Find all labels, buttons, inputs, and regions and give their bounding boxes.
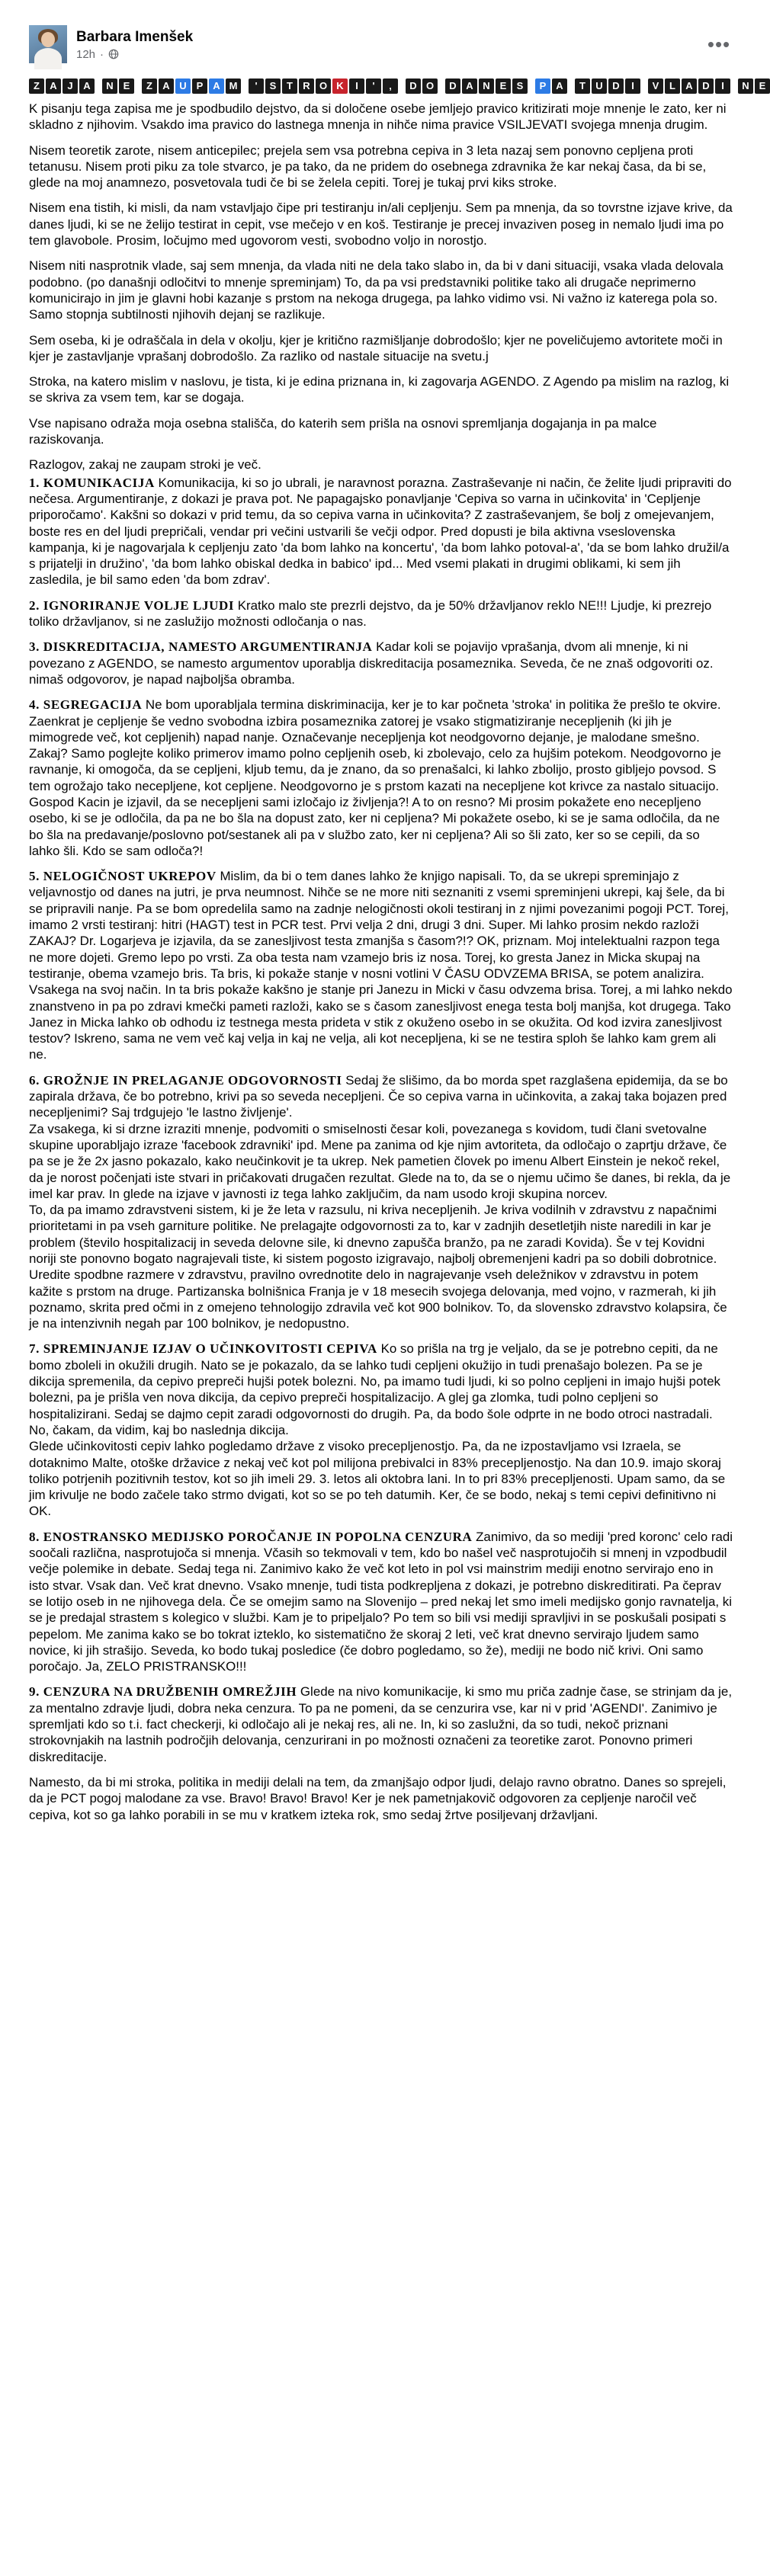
banner-letter-tile: N xyxy=(102,78,117,94)
paragraph-text: Komunikacija, ki so jo ubrali, je naravnost porazna. Zastraševanje ni način, če želite ljudi pripraviti do nečesa. Argumentiranje, z dokazi je prava pot. Ne papagajsko ponavljanje 'Cepiva so varna in učinkovita' in 'Cepljenje priporočamo'. Kakšni so dokazi v prid temu, da so cepiva varna in učinkovita? Z zastraševanjem, še bolj z omejevanjem, boste res en del ljudi prepričali, vendar pri večini ustvarili še večji odpor. Pred dopusti je bila aktivna vseslovenska kampanja, ki je nagovarjala k cepljenju zato 'da bom lahko na koncertu', 'da bom lahko potoval-a', 'da se bom lahko družil/a s prijatelji in družino', 'da bom lahko obiskal dedka in babico' ipd... Med vsemi plakati in drugimi oblikami, ki sem jih zasledila, je bil samo eden 'da bom zdrav'. xyxy=(29,475,732,588)
banner-space xyxy=(399,78,404,94)
section-paragraph xyxy=(29,1684,733,1764)
paragraph-text: Nisem niti nasprotnik vlade, saj sem mnenja, da vlada niti ne dela tako slabo in, da bi v dani situaciji, vsaka vlada delovala podobno. (po današnji odločitvi to mnenje spreminjam) To, da pa vsi predstavniki politike tako ali drugače neprimerno komunicirajo in jim je glavni hobi kazanje s prstom na nekoga drugega, pa lahko vidimo vsi. Ni važno iz katerega pola so. Samo stopnja subtilnosti njihovih dejanj se razlikuje. xyxy=(29,258,723,322)
post-header xyxy=(29,20,733,69)
banner-space xyxy=(732,78,736,94)
banner-letter-tile: P xyxy=(192,78,207,94)
banner-letter-tile: N xyxy=(479,78,494,94)
banner-letter-tile: U xyxy=(592,78,607,94)
section-paragraph xyxy=(29,639,733,687)
banner-space xyxy=(96,78,101,94)
section-heading: 7. SPREMINJANJE IZJAV O UČINKOVITOSTI CEPIVA xyxy=(29,1341,377,1357)
banner-space xyxy=(529,78,534,94)
banner-letter-tile: A xyxy=(552,78,567,94)
banner-letter-tile: ' xyxy=(366,78,381,94)
section-heading: 6. GROŽNJE IN PRELAGANJE ODGOVORNOSTI xyxy=(29,1072,342,1088)
banner-letter-tile: S xyxy=(265,78,281,94)
banner-letter-tile: A xyxy=(682,78,697,94)
banner-letter-tile: T xyxy=(282,78,297,94)
paragraph xyxy=(29,457,733,473)
banner-letter-tile: Z xyxy=(142,78,157,94)
banner-space xyxy=(439,78,444,94)
banner-letter-tile: A xyxy=(46,78,61,94)
banner-letter-tile: R xyxy=(299,78,314,94)
paragraph-text: Stroka, na katero mislim v naslovu, je tista, ki je edina priznana in, ki zagovarja AGENDO. Z Agendo pa mislim na razlog, ki se skriva za vsem tem, kar se dogaja. xyxy=(29,374,730,405)
banner-letter-tile: D xyxy=(445,78,460,94)
banner-letter-tile: A xyxy=(159,78,174,94)
section-paragraph xyxy=(29,1072,733,1332)
banner-letter-tile: E xyxy=(119,78,134,94)
banner-space xyxy=(569,78,573,94)
paragraph-text: Nisem ena tistih, ki misli, da nam vstavljajo čipe pri testiranju in/ali cepljenju. Sem pa mnenja, da so tovrstne izjave krive, da danes ljudi, ki se ne želijo testirat in cepit, vse mečejo v en koš. Testiranje je precej invaziven poseg in nemalo ljudi ima po tem glavobole. Prosim, ločujmo med ugovorom vesti, svobodno voljo in norostjo. xyxy=(29,200,733,248)
section-paragraph xyxy=(29,868,733,1063)
banner-letter-tile: M xyxy=(226,78,241,94)
paragraph-text: Razlogov, zakaj ne zaupam stroki je več. xyxy=(29,457,261,473)
author-name[interactable]: Barbara Imenšek xyxy=(76,28,194,45)
paragraph-text: Kratko malo ste prezrli dejstvo, da je 50% državljanov reklo NE!!! Ljudje, ki prezrejo toliko državljanov, si ne zaslužijo možnosti odločanja o nas. xyxy=(29,598,712,630)
paragraph xyxy=(29,258,733,322)
paragraph-text: Ko so prišla na trg je veljalo, da se je potrebno cepiti, da ne bomo zboleli in okužili drugih. Nato se je pokazalo, da se lahko tudi cepljeni okužijo in tudi prenašajo bolezen. Pa se je dikcija spremenila, da cepivo prepreči hujši potek bolezni. No, pa imamo tudi ljudi, ki so polno cepljeni in imajo hujši potek bolezni, pa je prišla ven nova dikcija, da cepivo prepreči hospitalizacijo. A glej ga zlomka, tudi polno cepljeni so hospitalizirani. Sedaj se dajmo cepit zaradi odgovornosti do drugih. Pa, da bodo šole odprte in ne bodo otroci nastradali. No, čakam, da vidim, kaj bo naslednja dikcija. Glede učinkovitosti cepiv lahko pogledamo države z visoko precepljenostjo. Pa, da ne izpostavljamo vsi Izraela, se dotaknimo Malte, otoške državice z nekaj več kot pol milijona prebivalci in 83% precepljenostjo. Na dan 10.9. imajo skoraj toliko potrjenih pozitivnih testov, kot so jih imeli 29. 3. letos ali oktobra lani. In to pri 83% precepljenosti. Upam samo, da se jim krivulje ne bodo začele tako strmo dvigati, kot so se po teh datumih. Ker, če se bodo, nekaj s temi cepivi definitivno ni OK. xyxy=(29,1341,726,1519)
banner-letter-tile: D xyxy=(608,78,624,94)
banner-space xyxy=(642,78,646,94)
banner-letter-tile: P xyxy=(535,78,550,94)
paragraph-text: Nisem teoretik zarote, nisem anticepilec; prejela sem vsa potrebna cepiva in 3 leta nazaj sem ponovno cepljena proti tetanusu. Nisem proti piku za tole stvarco, je pa tako, da ne pridem do osebnega zdravnika že kar nekaj časa, da bi se, glede na moj anamnezo, posvetovala tudi če bi se želela cepiti. Torej je tukaj prvi kiks stroke. xyxy=(29,143,707,191)
banner-letter-tile: E xyxy=(496,78,511,94)
paragraph-text: K pisanju tega zapisa me je spodbudilo dejstvo, da si določene osebe jemljejo pravico kritizirati moje mnenje le zato, ker ni skladno z njihovim. Vsakdo ima pravico do lastnega mnenja in nihče nima pravice VSILJEVATI svojega mnenja drugim. xyxy=(29,101,727,133)
avatar[interactable] xyxy=(29,25,67,63)
paragraph-text: Sem oseba, ki je odraščala in dela v okolju, kjer je kritično razmišljanje dobrodošlo; kjer ne poveličujemo avtoritete moči in kjer je zastavljanje vprašanj dobrodošlo. Za razliko od nastale situacije na svetu.j xyxy=(29,332,723,364)
banner-letter-tile: O xyxy=(422,78,438,94)
banner-letter-tile: A xyxy=(462,78,477,94)
banner-letter-tile: V xyxy=(648,78,663,94)
post-timestamp[interactable] xyxy=(76,48,193,61)
paragraph xyxy=(29,415,733,448)
post-meta xyxy=(76,28,193,61)
section-heading: 2. IGNORIRANJE VOLJE LJUDI xyxy=(29,598,235,613)
banner-letter-tile: I xyxy=(715,78,730,94)
banner-letter-tile: S xyxy=(512,78,528,94)
section-paragraph xyxy=(29,1341,733,1519)
paragraph-text: Vse napisano odraža moja osebna stališča, do katerih sem prišla na osnovi spremljanja dogajanja in pa malce raziskovanja. xyxy=(29,415,657,447)
post-body xyxy=(29,101,733,1823)
separator-dot: · xyxy=(100,47,104,61)
paragraph xyxy=(29,143,733,191)
section-paragraph xyxy=(29,1529,733,1675)
section-heading: 5. NELOGIČNOST UKREPOV xyxy=(29,869,217,884)
banner-letter-tile: I xyxy=(625,78,640,94)
banner-letter-tile: T xyxy=(575,78,590,94)
banner-letter-tile: Z xyxy=(29,78,44,94)
emoji-letter-banner xyxy=(29,78,766,95)
paragraph xyxy=(29,373,733,406)
paragraph xyxy=(29,332,733,365)
banner-letter-tile: A xyxy=(209,78,224,94)
paragraph-text: Sedaj že slišimo, da bo morda spet razglašena epidemija, da se bo zapirala država, če bo potrebno, krivi pa so seveda necepljeni. Če so cepiva varna in učinkovita, a zakaj taka bojazen pred necepljenimi? Saj trdgujejo 'le lastno življenje'. Za vsakega, ki si drzne izraziti mnenje, podvomiti o smiselnosti česar koli, povezanega s kovidom, tudi člani svetovalne skupine uporabljajo izraze 'facebook zdravniki' ipd. Mene pa zanima od kje njim avtoriteta, da odločajo o zaprtju države, če pa se je že 2x jasno pokazalo, kako neučinkovit je ta ukrep. Nek pametien človek po imenu Albert Einstein je nekoč rekel, da je norost počenjati iste stvari in pričakovati drugačen rezultat. Glede na to, da se o njemu učimo še danes, bi rekla, da je imel kar prav. In glede na izjave v javnosti iz tega lahko zaključim, da nam usodo kroji skupina norcev. To, da pa imamo zdravstveni sistem, ki je že leta v razsulu, ni kriva necepljenih. Je kriva vodilnih v zdravstvu z napačnimi prioritetami in pa vseh garniture politike. Ne prelagajte odgovornosti za to, kar v zadnjih desetletjih niste naredili in kar je problem (število hospitalizacij in seveda delovne sile, ki dnevno zapušča branžo, pa ne zaradi Kovida). Še v tej Kovidni noriji ste ponovno bogato nagrajevali tiste, ki sistem pogosto izigravajo, najbolj obremenjeni kadri pa so dobili dobrotnice. Uredite spodbne razmere v zdravstvu, pravilno ovrednotite delo in nagrajevanje vseh deležnikov v zdravstvu in potem kažite s prstom na druge. Partizanska bolnišnica Franja je v 18 mesecih svojega delovanja, med vojno, v razmerah, ki jih poznamo, skrita pred očmi in z omejeno tehnologijo zdravila več kot 900 bolnikov. To, da slovensko zdravstvo kolapsira, če je na intenzivnih negah par 100 bolnikov, je nedopustno. xyxy=(29,1072,731,1331)
banner-letter-tile: L xyxy=(665,78,680,94)
banner-letter-tile: N xyxy=(738,78,753,94)
banner-letter-tile: K xyxy=(332,78,348,94)
banner-space xyxy=(242,78,247,94)
section-heading: 1. KOMUNIKACIJA xyxy=(29,475,155,490)
banner-letter-tile: I xyxy=(349,78,364,94)
section-heading: 9. CENZURA NA DRUŽBENIH OMREŽJIH xyxy=(29,1684,297,1700)
banner-letter-tile: U xyxy=(175,78,191,94)
paragraph xyxy=(29,1774,733,1823)
globe-icon xyxy=(108,49,119,59)
paragraph xyxy=(29,200,733,248)
banner-letter-tile: J xyxy=(63,78,78,94)
section-paragraph xyxy=(29,475,733,588)
banner-letter-tile: ' xyxy=(249,78,264,94)
paragraph-text: Namesto, da bi mi stroka, politika in mediji delali na tem, da zmanjšajo odpor ljudi, delajo ravno obratno. Danes so sprejeli, da je PCT pogoj malodane za vse. Bravo! Bravo! Bravo! Ker je nek pametnjakovič odgovoren za cepljenje naročil več cepiva, kot so ga lahko porabili in se mu v kratkem izteka rok, smo sedaj žrtve posiljevanj državljani. xyxy=(29,1774,727,1822)
section-paragraph xyxy=(29,697,733,859)
banner-space xyxy=(136,78,140,94)
section-heading: 4. SEGREGACIJA xyxy=(29,697,143,713)
paragraph-text: Mislim, da bi o tem danes lahko že knjigo napisali. To, da se ukrepi spreminjajo z veljavnostjo od danes na jutri, je prva neumnost. Nihče se ne more niti seznaniti z vsemi spreminjeni ukrepi, kaj šele, da bi se pripravili nanje. Pa se bom opredelila samo na zadnje nelogičnosti okoli testiranj in z njimi povezanimi pogoji PCT. Torej, imamo 2 vrsti testiranj: hitri (HAGT) test in PCR test. Prvi velja 2 dni, drugi 3 dni. Super. Mi lahko prosim nekdo razloži ZAKAJ? Dr. Logarjeva je izjavila, da se zanesljivost testa zmanjša s časom?!? OK, priznam. Moj intelektualni razpon tega ne more dojeti. Gremo lepo po vrsti. Za oba testa nam vzamejo bris iz nosa. Torej, ko gresta Janez in Micka skupaj na testiranje, obema vzamejo bris. Ta bris, ki pokaže stanje v nosni votlini V ČASU ODVZEMA BRISA, se potem analizira. Vsakega na svoj način. In ta bris pokaže kakšno je stanje pri Janezu in Micki v času odvzema brisa. Torej, a mi lahko nekdo znanstveno in pa po zdravi kmečki pameti razloži, kako se s časom zanesljivost enega testa bolj manjša, kot drugega. Tako Janez in Micka lahko ob odhodu iz testnega mesta prideta v stik z okuženo osebo in se okužita. Od kod izvira zanesljivost testov? Iskreno, sama ne vem več kaj velja in kaj ne velja, ali kot necepljena, ki se ne testira sploh še lahko kam grem ali ne. xyxy=(29,869,733,1062)
paragraph-text: Glede na nivo komunikacije, ki smo mu priča zadnje čase, se strinjam da je, za mentalno zdravje ljudi, dobra neka cenzura. To pa ne pomeni, da se cenzurira vse, kar ni v prid 'AGENDI'. Zanimivo je spremljati kdo so t.i. fact checkerji, ki odločajo ali je nekaj res, ali ne. In, ki so zaslužni, da so tudi, nekoč priznani strokovnjakih na lastnih področjih delovanja, cenzurirani in po možnosti označeni za teoretike zarot. Ponovno primeri diskreditacije. xyxy=(29,1684,733,1764)
post-time[interactable]: 12h xyxy=(76,47,96,61)
banner-letter-tile: D xyxy=(698,78,714,94)
banner-letter-tile: A xyxy=(79,78,95,94)
paragraph xyxy=(29,101,733,133)
paragraph-text: Ne bom uporabljala termina diskriminacija, ker je to kar počneta 'stroka' in politika že prešlo te okvire. Zaenkrat je cepljenje še vedno svobodna izbira posameznika zatorej je vsako stigmatiziranje necepljenih (ki jih je mimogrede več, kot cepljenih) napad nanje. Označevanje necepljenja kot neodgovorno dejanje, je malodane smešno. Zakaj? Samo poglejte koliko primerov imamo polno cepljenih oseb, ki zbolevajo, celo za hujšim potekom. Neodgovorno je ravnanje, ki omogoča, da se cepljeni, kljub temu, da je znano, da so prenašalci, ki lahko zbolijo, prosto gibljejo povsod. S tem ogrožajo tako necepljene, kot cepljene. Neodgovorno je s prstom kazati na necepljene kot krivce za nastalo situacijo. Gospod Kacin je izjavil, da se necepljeni sami izločajo iz življenja?! A to on resno? Mi prosim pokažete eno necepljeno osebo, ki se je odločila, da pa ne bo šla na dopust zato, ker ni cepljena? Mi pokažete osebo, ki se je sama odločila, da ne bo šla na predavanje/poslovno pot/sestanek ali pa v službo zato, ker ni cepljena? Ali so šli zato, ker so se cepili, da so lahko šli. Kdo se sam odloča?! xyxy=(29,697,721,858)
section-heading: 3. DISKREDITACIJA, NAMESTO ARGUMENTIRANJA xyxy=(29,639,373,655)
banner-letter-tile: O xyxy=(316,78,331,94)
banner-letter-tile: D xyxy=(406,78,421,94)
more-options-icon[interactable]: ••• xyxy=(707,32,731,56)
section-heading: 8. ENOSTRANSKO MEDIJSKO POROČANJE IN POPOLNA CENZURA xyxy=(29,1529,473,1544)
section-paragraph xyxy=(29,598,733,630)
banner-letter-tile: , xyxy=(383,78,398,94)
paragraph-text: Zanimivo, da so mediji 'pred koronc' celo radi soočali različna, nasprotujoča si mnenja. Včasih so tekmovali v tem, kdo bo našel več nasprotujočih si mnenj in vzpodbudil večje polemike in debate. Sedaj tega ni. Zanimivo kako že več kot leto in pol vsi mainstrim mediji enotno servirajo eno in isto stvar. Vsak dan. Več krat dnevno. Vsako mnenje, tudi tista podkrepljena z dokazi, je potrebno diskreditirati. Pa čeprav se lotijo oseb in ne njihovega dela. Če se omejim samo na Slovenijo – pred nekaj let smo imeli medijsko gonjo ravnatelja, ki se je predajal strastem s kolegico v službi. Kam je to pripeljalo? Po tem so bili vsi mediji spravljivi in se poskušali posipati s pepelom. Me zanima kako se bo tokrat izteklo, ko sistematično že skoraj 2 leti, več krat dnevno servirajo ljudem samo novice, ki jih strašijo. Seveda, ko bodo tukaj posledice (če dobro pogledamo, so že), mediji ne bodo nič krivi. Oni samo poročajo. Ja, ZELO PRISTRANSKO!!! xyxy=(29,1529,733,1674)
banner-letter-tile: E xyxy=(755,78,770,94)
paragraph-text: Kadar koli se pojavijo vprašanja, dvom ali mnenje, ki ni povezano z AGENDO, se namesto argumentov uporablja diskreditacija posameznika. Seveda, če ne znaš odgovoriti oz. nimaš odgovorov, je napad najboljša obramba. xyxy=(29,639,714,687)
